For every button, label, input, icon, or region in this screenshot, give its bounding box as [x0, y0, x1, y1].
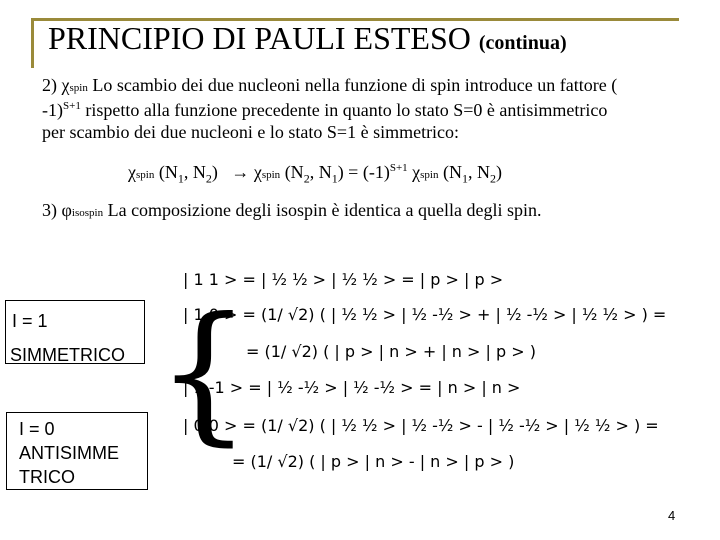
formula-rn1: 1: [331, 171, 338, 186]
formula-comma-2: , N: [309, 162, 332, 182]
formula-chi-2: χ: [249, 162, 262, 182]
point-2-text-2: -1): [42, 100, 63, 120]
symmetric-box: [5, 300, 145, 364]
point-2-text-1: Lo scambio dei due nucleoni nella funzione di spin introduce un fattore (: [87, 75, 618, 95]
antisymmetric-text-2: TRICO: [19, 467, 75, 487]
formula-sub-3: spin: [420, 169, 439, 181]
ket-line-6: = (1/ √2) ( | p > | n > - | n > | p > ): [232, 452, 515, 471]
ket-line-3: = (1/ √2) ( | p > | n > + | n > | p > ): [246, 342, 536, 361]
formula-en2: 2: [490, 171, 496, 186]
formula-args-2: (N: [280, 162, 304, 182]
formula-args-3: (N: [438, 162, 462, 182]
formula-rn2: 2: [303, 171, 310, 186]
antisymmetric-box: [6, 412, 148, 490]
phi-subscript: isospin: [71, 207, 104, 219]
formula-close-1: ): [211, 162, 218, 182]
point-3: [42, 200, 541, 221]
exchange-formula: [128, 162, 502, 186]
point-3-text: La composizione degli isospin è identica a quella degli spin.: [103, 200, 542, 220]
chi-symbol: χ: [61, 75, 70, 95]
point-2-text-3: rispetto alla funzione precedente in quanto lo stato S=0 è antisimmetrico: [80, 100, 608, 120]
point-2-number: 2): [42, 75, 57, 95]
antisymmetric-label: I = 0: [19, 419, 55, 439]
ket-line-4: | 1 -1 > = | ½ -½ > | ½ -½ > = | n > | n >: [183, 378, 521, 397]
arrow-icon: →: [231, 162, 250, 182]
antisymmetric-text-1: ANTISIMME: [19, 443, 120, 463]
ket-line-5: | 0 0 > = (1/ √2) ( | ½ ½ > | ½ -½ > - | ½ -½ > | ½ ½ > ) =: [183, 416, 659, 435]
formula-close-2: ) = (-1): [337, 162, 390, 182]
title-frame-left: [31, 18, 34, 68]
slide-title: [48, 20, 567, 57]
ket-line-1: | 1 1 > = | ½ ½ > | ½ ½ > = | p > | p >: [183, 270, 504, 289]
formula-sub-1: spin: [136, 169, 155, 181]
title-sub: (continua): [478, 32, 567, 54]
formula-comma-1: , N: [183, 162, 206, 182]
page-number: 4: [668, 508, 676, 523]
phi-symbol: φ: [61, 200, 72, 220]
formula-sub-2: spin: [261, 169, 281, 181]
symmetric-text: SIMMETRICO: [10, 345, 125, 365]
formula-sup: S+1: [389, 162, 408, 174]
formula-close-3: ): [496, 162, 502, 182]
symmetric-label: I = 1: [12, 311, 48, 331]
formula-chi-1: χ: [128, 162, 136, 182]
curly-brace: {: [156, 286, 252, 460]
point-3-number: 3): [42, 200, 57, 220]
formula-n1: 1: [177, 171, 184, 186]
point-2: [42, 74, 710, 143]
ket-line-2: | 1 0 > = (1/ √2) ( | ½ ½ > | ½ -½ > + | ½ -½ > | ½ ½ > ) =: [183, 305, 667, 324]
chi-subscript: spin: [69, 82, 88, 94]
formula-n2: 2: [205, 171, 212, 186]
formula-args-1: (N: [154, 162, 178, 182]
point-2-text-4: per scambio dei due nucleoni e lo stato S=1 è simmetrico:: [42, 122, 460, 142]
formula-chi-3: χ: [407, 162, 421, 182]
formula-comma-3: , N: [468, 162, 490, 182]
formula-en1: 1: [462, 171, 468, 186]
point-2-sup: S+1: [63, 100, 81, 112]
title-main: PRINCIPIO DI PAULI ESTESO: [48, 20, 471, 56]
